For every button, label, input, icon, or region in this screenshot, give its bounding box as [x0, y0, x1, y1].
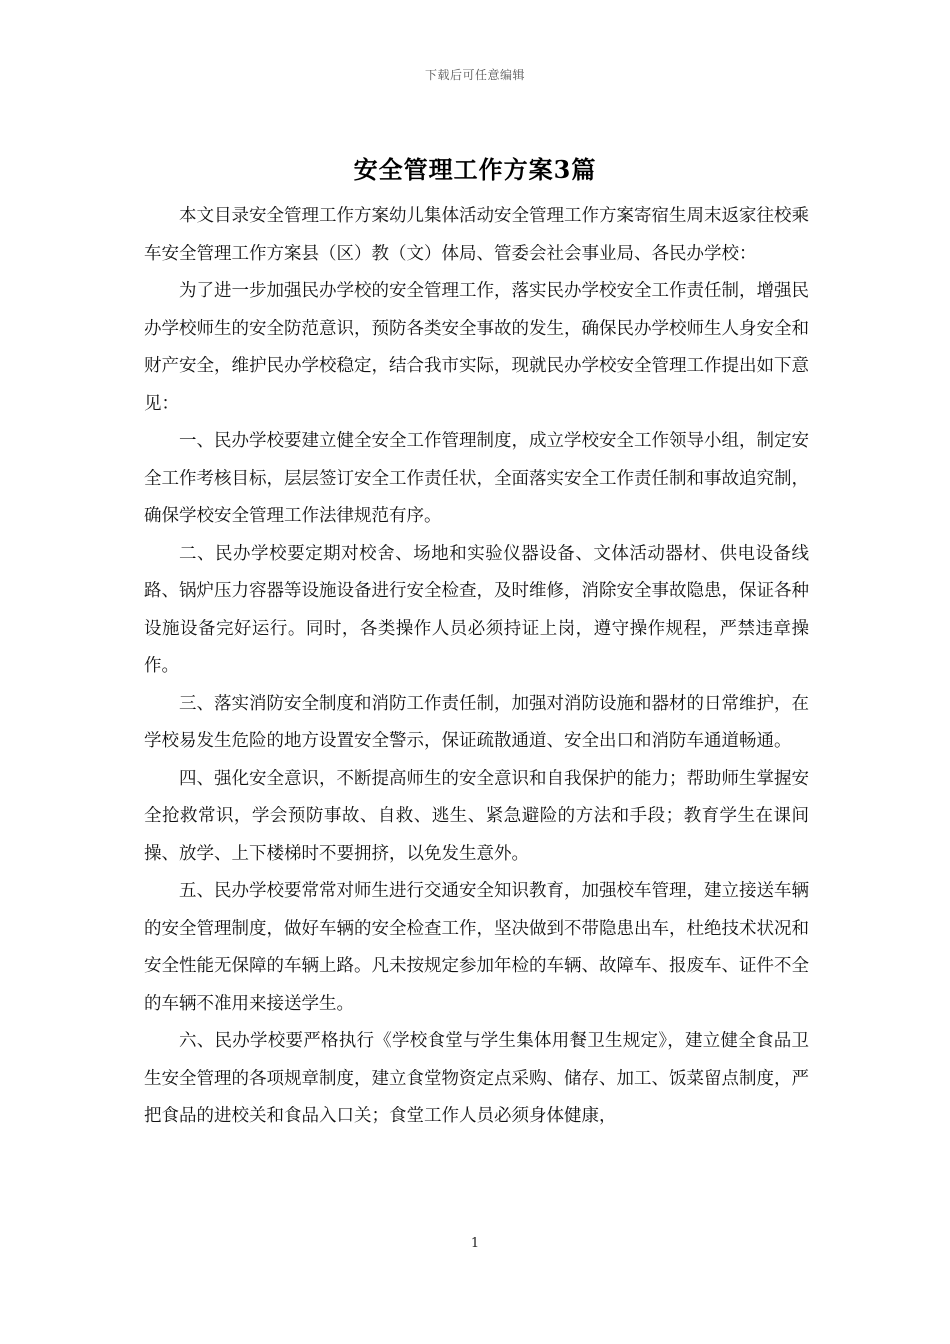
paragraph-intro: 本文目录安全管理工作方案幼儿集体活动安全管理工作方案寄宿生周末返家往校乘车安全管理工作方案县（区）教（文）体局、管委会社会事业局、各民办学校： — [144, 206, 809, 264]
document-body — [144, 198, 809, 1136]
document-title: 安全管理工作方案3篇 — [353, 155, 597, 184]
paragraph-purpose: 为了进一步加强民办学校的安全管理工作，落实民办学校安全工作责任制，增强民办学校师生的安全防范意识，预防各类安全事故的发生，确保民办学校师生人身安全和财产安全，维护民办学校稳定，结合我市实际，现就民办学校安全管理工作提出如下意见： — [144, 281, 809, 414]
paragraph-item-6: 六、民办学校要严格执行《学校食堂与学生集体用餐卫生规定》，建立健全食品卫生安全管理的各项规章制度，建立食堂物资定点采购、储存、加工、饭菜留点制度，严把食品的进校关和食品入口关；食堂工作人员必须身体健康， — [144, 1031, 809, 1126]
page-number: 1 — [470, 1236, 480, 1251]
header-note: 下载后可任意编辑 — [424, 68, 525, 82]
paragraph-item-1: 一、民办学校要建立健全安全工作管理制度，成立学校安全工作领导小组，制定安全工作考核目标，层层签订安全工作责任状，全面落实安全工作责任制和事故追究制，确保学校安全管理工作法律规范有序。 — [144, 431, 809, 526]
paragraph-item-4: 四、强化安全意识，不断提高师生的安全意识和自我保护的能力；帮助师生掌握安全抢救常识，学会预防事故、自救、逃生、紧急避险的方法和手段；教育学生在课间操、放学、上下楼梯时不要拥挤，以免发生意外。 — [144, 768, 809, 864]
paragraph-item-5: 五、民办学校要常常对师生进行交通安全知识教育，加强校车管理，建立接送车辆的安全管理制度，做好车辆的安全检查工作，坚决做到不带隐患出车，杜绝技术状况和安全性能无保障的车辆上路。凡未按规定参加年检的车辆、故障车、报废车、证件不全的车辆不准用来接送学生。 — [144, 881, 809, 1014]
paragraph-item-2: 二、民办学校要定期对校舍、场地和实验仪器设备、文体活动器材、供电设备线路、锅炉压力容器等设施设备进行安全检查，及时维修，消除安全事故隐患，保证各种设施设备完好运行。同时，各类操作人员必须持证上岗，遵守操作规程，严禁违章操作。 — [144, 543, 809, 676]
paragraph-item-3: 三、落实消防安全制度和消防工作责任制，加强对消防设施和器材的日常维护，在学校易发生危险的地方设置安全警示，保证疏散通道、安全出口和消防车通道畅通。 — [144, 693, 809, 751]
